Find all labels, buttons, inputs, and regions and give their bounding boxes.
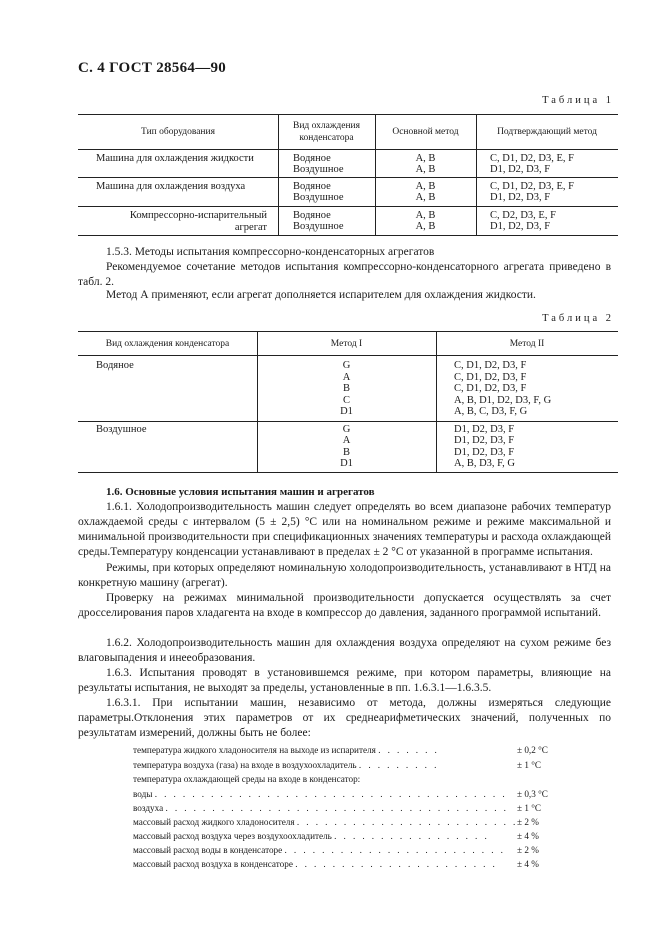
tolerance-value: ± 2 % (517, 817, 539, 827)
tolerance-label: воздуха (133, 803, 164, 813)
table2-header-method-2: Метод II (509, 339, 545, 349)
tolerance-label: массовый расход воздуха в конденсаторе (133, 859, 293, 869)
tolerance-dots: . . . . . . . . . . . . . . . . . . . . . . (295, 859, 498, 869)
section-1-5-3-title: 1.5.3. Методы испытания компрессорно-конденсаторных агрегатов (106, 246, 435, 258)
paragraph-1-6-2: 1.6.2. Холодопроизводительность машин для охлаждения воздуха определяют на сухом режиме без влаговыпадения и инееобразования. (78, 637, 611, 664)
table1-header-cooling: Вид охлаждения конденсатора (292, 121, 360, 143)
table1-row2-cool-water: Водяное (293, 181, 331, 192)
tolerance-item (133, 817, 518, 827)
table1-row3-type: Компрессорно-испарительный агрегат (129, 210, 267, 233)
tolerance-value: ± 1 °С (517, 803, 542, 813)
table1-row1-cool-water: Водяное (293, 153, 331, 164)
tolerance-value: ± 2 % (517, 845, 539, 855)
table1-row2-type: Машина для охлаждения воздуха (96, 181, 246, 192)
table2-header-cooling: Вид охлаждения конденсатора (105, 339, 230, 349)
tolerance-label: температура жидкого хладоносителя на выходе из испарителя (133, 745, 376, 755)
table1-row2-confirm-1: C, D1, D2, D3, E, F (490, 181, 575, 192)
table2-group1-m1: D1 (340, 406, 353, 417)
table1-row1-confirm-1: C, D1, D2, D3, E, F (490, 153, 575, 164)
table2-group1-m2: A, B, D1, D2, D3, F, G (454, 395, 552, 406)
table1-row3-main-2: A, B (415, 221, 436, 232)
tolerance-item (133, 831, 489, 841)
table2-col-divider (436, 331, 437, 472)
paragraph-1-6-1-c: Проверку на режимах минимальной производительности допускается осуществлять за счет дросселирования паров хладагента на входе в компрессор до давления, заданного программой испытаний. (78, 592, 611, 619)
section-1-5-3-paragraph-2: Метод А применяют, если агрегат дополняется испарителем для охлаждения жидкости. (106, 289, 536, 301)
table1-row-rule (78, 206, 618, 207)
table2-group1-m2: C, D1, D2, D3, F (454, 360, 527, 371)
section-1-5-3-paragraph: Рекомендуемое сочетание методов испытания компрессорно-конденсаторного агрегата приведено в табл. 2. (78, 261, 611, 288)
table2-caption: Таблица 2 (542, 313, 614, 324)
tolerance-dots: . . . . . . . . . . . . . . . . . (334, 831, 490, 841)
table1-row1-cool-air: Воздушное (293, 164, 344, 175)
table1-row3-confirm-2: D1, D2, D3, F (490, 221, 551, 232)
tolerance-item (133, 803, 508, 813)
table1-header-confirm-method: Подтверждающий метод (497, 127, 597, 137)
tolerance-value: ± 0,3 °С (517, 789, 548, 799)
table2-group2-m2: D1, D2, D3, F (454, 424, 515, 435)
section-1-6-title: 1.6. Основные условия испытания машин и агрегатов (106, 486, 375, 498)
tolerance-item (133, 774, 360, 784)
table1-row2-main-1: A, B (415, 181, 436, 192)
table1-row-rule (78, 177, 618, 178)
tolerance-label: температура воздуха (газа) на входе в воздухоохладитель (133, 760, 357, 770)
table1-row1-main-1: A, B (415, 153, 436, 164)
table2-group2-m2: D1, D2, D3, F (454, 435, 515, 446)
tolerance-dots: . . . . . . . . . . . . . . . . . . . . . . . . . . . . . . . . . . . . . . (154, 789, 508, 799)
tolerance-item (133, 760, 439, 770)
table2-group1-m1: G (342, 360, 351, 371)
tolerance-item (133, 859, 497, 869)
table1-header-main-method: Основной метод (392, 127, 459, 137)
tolerance-item (133, 789, 507, 799)
tolerance-label: температура охлаждающей среды на входе в конденсатор: (133, 774, 361, 784)
page-header: С. 4 ГОСТ 28564—90 (78, 60, 227, 76)
tolerance-label: массовый расход воздуха через воздухоохладитель (133, 831, 332, 841)
tolerance-item (133, 845, 505, 855)
table1-row3-confirm-1: C, D2, D3, E, F (490, 210, 556, 221)
tolerance-label: массовый расход воды в конденсаторе (133, 845, 283, 855)
table1-row3-cool-air: Воздушное (293, 221, 344, 232)
table2-header-rule (78, 355, 618, 356)
table1-row3-main-1: A, B (415, 210, 436, 221)
table1-row2-cool-air: Воздушное (293, 192, 344, 203)
table2-group1-m2: C, D1, D2, D3, F (454, 372, 527, 383)
table1-caption: Таблица 1 (542, 95, 614, 106)
table2-group-rule (78, 421, 618, 422)
tolerance-dots: . . . . . . . (378, 745, 440, 755)
table2-group1-cooling: Водяное (96, 360, 134, 371)
tolerance-item (133, 745, 439, 755)
tolerance-label: воды (133, 789, 153, 799)
tolerance-dots: . . . . . . . . . . . . . . . . . . . . . . . . . . . . . . . . . . . . . (165, 803, 509, 813)
table1-row2-confirm-2: D1, D2, D3, F (490, 192, 551, 203)
tolerance-dots: . . . . . . . . . . . . . . . . . . . . . . . . (284, 845, 506, 855)
table2-group1-m1: B (342, 383, 350, 394)
paragraph-1-6-1-b: Режимы, при которых определяют номинальную холодопроизводительность, устанавливают в НТД на конкретную машину (агрегат). (78, 562, 611, 589)
table1-top-rule (78, 114, 618, 115)
table2-top-rule (78, 331, 618, 332)
table2-group2-m1: B (342, 447, 350, 458)
tolerance-value: ± 0,2 °С (517, 745, 548, 755)
table1-header-rule (78, 149, 618, 150)
table1-row3-cool-water: Водяное (293, 210, 331, 221)
table2-bottom-rule (78, 472, 618, 473)
table2-group2-m2: D1, D2, D3, F (454, 447, 515, 458)
table2-group2-m2: A, B, D3, F, G (454, 458, 516, 469)
table2-header-method-1: Метод I (330, 339, 363, 349)
tolerance-value: ± 4 % (517, 831, 539, 841)
table2-group2-m1: D1 (340, 458, 353, 469)
table2-group2-cooling: Воздушное (96, 424, 147, 435)
tolerance-dots: . . . . . . . . . . . . . . . . . . . . . . . . (296, 817, 518, 827)
table2-group1-m1: C (342, 395, 350, 406)
paragraph-1-6-3: 1.6.3. Испытания проводят в установившемся режиме, при котором параметры, влияющие на результаты испытания, не выходят за пределы, установленные в пп. 1.6.3.1—1.6.3.5. (78, 667, 611, 694)
table2-group1-m2: A, B, C, D3, F, G (454, 406, 528, 417)
table2-group2-m1: G (342, 424, 351, 435)
table1-header-type: Тип оборудования (141, 127, 215, 137)
tolerance-dots: . . . . . . . . . (358, 760, 439, 770)
table2-group2-m1: A (342, 435, 351, 446)
tolerance-value: ± 4 % (517, 859, 539, 869)
tolerance-label: массовый расход жидкого хладоносителя (133, 817, 295, 827)
table1-row1-type: Машина для охлаждения жидкости (96, 153, 254, 164)
paragraph-1-6-3-1: 1.6.3.1. При испытании машин, независимо от метода, должны измеряться следующие параметры.Отклонения этих параметров от их среднеарифметических значений, полученных по результатам измерений, должны быть не более: (78, 697, 611, 739)
table1-bottom-rule (78, 235, 618, 236)
table2-group1-m2: C, D1, D2, D3, F (454, 383, 527, 394)
paragraph-1-6-1: 1.6.1. Холодопроизводительность машин следует определять во всем диапазоне рабочих температур охлаждаемой среды с интервалом (5 ± 2,5) °С или на номинальном режиме и режиме максимальной и минимальной производительности при спецификационных значениях температуры и расхода охлаждающей среды.Температуру конденсации устанавливают в пределах ± 2 °С от указанной в программе испытания. (78, 501, 611, 558)
table1-row1-main-2: A, B (415, 164, 436, 175)
table1-row2-main-2: A, B (415, 192, 436, 203)
table2-group1-m1: A (342, 372, 351, 383)
table1-row1-confirm-2: D1, D2, D3, F (490, 164, 551, 175)
tolerance-value: ± 1 °С (517, 760, 542, 770)
